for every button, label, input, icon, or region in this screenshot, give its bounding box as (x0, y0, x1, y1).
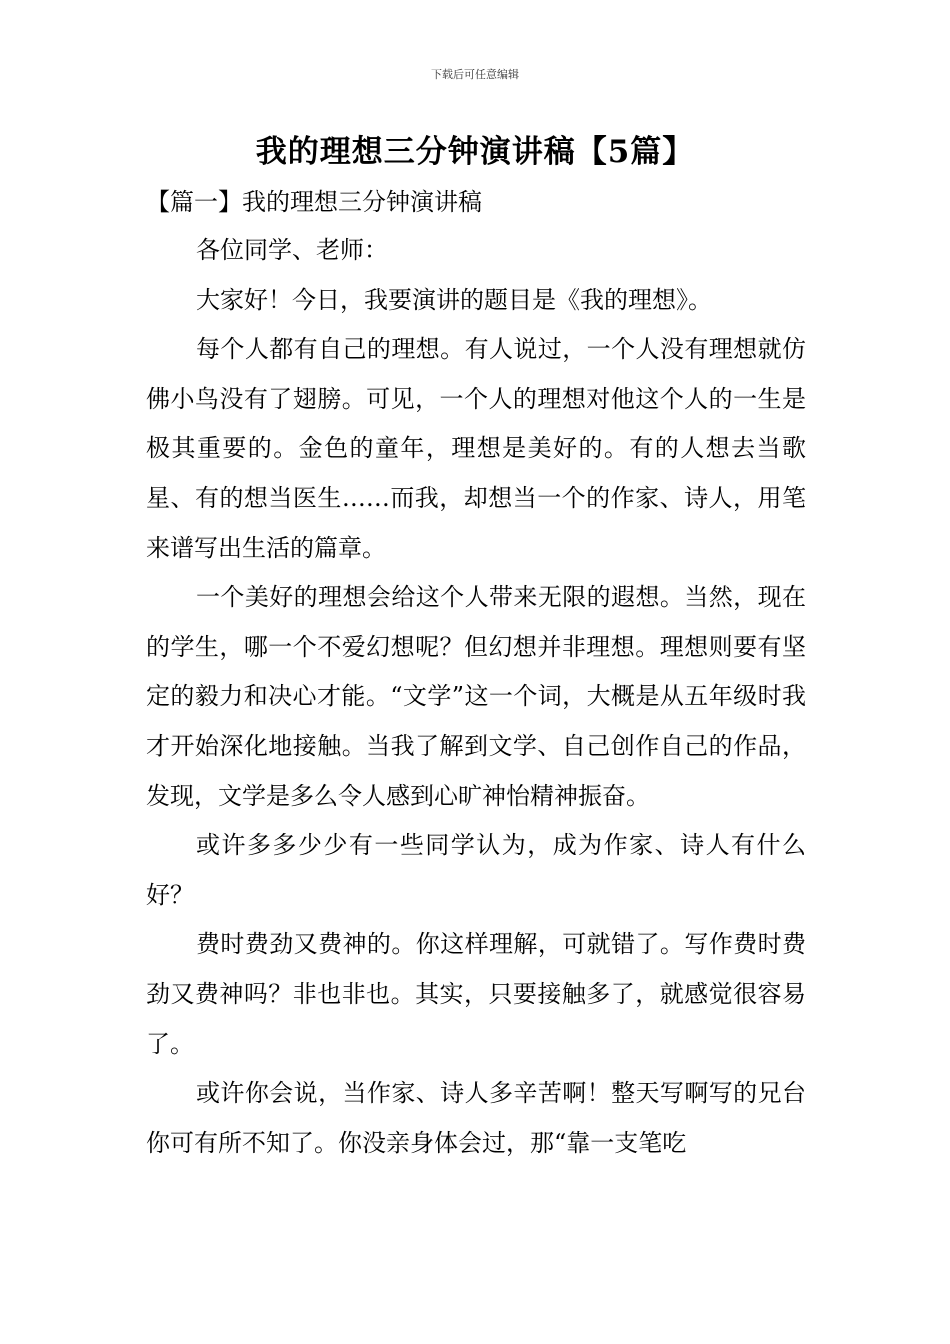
paragraph: 或许多多少少有一些同学认为，成为作家、诗人有什么好？ (146, 831, 806, 909)
document-title: 我的理想三分钟演讲稿【5篇】 (255, 134, 695, 170)
paragraph: 每个人都有自己的理想。有人说过，一个人没有理想就仿佛小鸟没有了翅膀。可见，一个人的理想对他这个人的一生是极其重要的。金色的童年，理想是美好的。有的人想去当歌星、有的想当医生……而我，却想当一个的作家、诗人，用笔来谱写出生活的篇章。 (146, 335, 806, 562)
paragraph: 各位同学、老师： (196, 236, 388, 264)
paragraph: 一个美好的理想会给这个人带来无限的遐想。当然，现在的学生，哪一个不爱幻想呢？但幻想并非理想。理想则要有坚定的毅力和决心才能。“文学”这一个词，大概是从五年级时我才开始深化地接触。当我了解到文学、自己创作自己的作品，发现，文学是多么令人感到心旷神怡精神振奋。 (146, 583, 806, 810)
paragraph: 费时费劲又费神的。你这样理解，可就错了。写作费时费劲又费神吗？非也非也。其实，只要接触多了，就感觉很容易了。 (146, 930, 806, 1058)
paragraph: 或许你会说，当作家、诗人多辛苦啊！整天写啊写的兄台你可有所不知了。你没亲身体会过，那“靠一支笔吃 (146, 1079, 806, 1157)
header-note: 下载后可任意编辑 (431, 68, 519, 81)
section-heading: 【篇一】我的理想三分钟演讲稿 (146, 188, 482, 216)
document-body (146, 226, 806, 1168)
paragraph: 大家好！今日，我要演讲的题目是《我的理想》。 (196, 285, 712, 314)
